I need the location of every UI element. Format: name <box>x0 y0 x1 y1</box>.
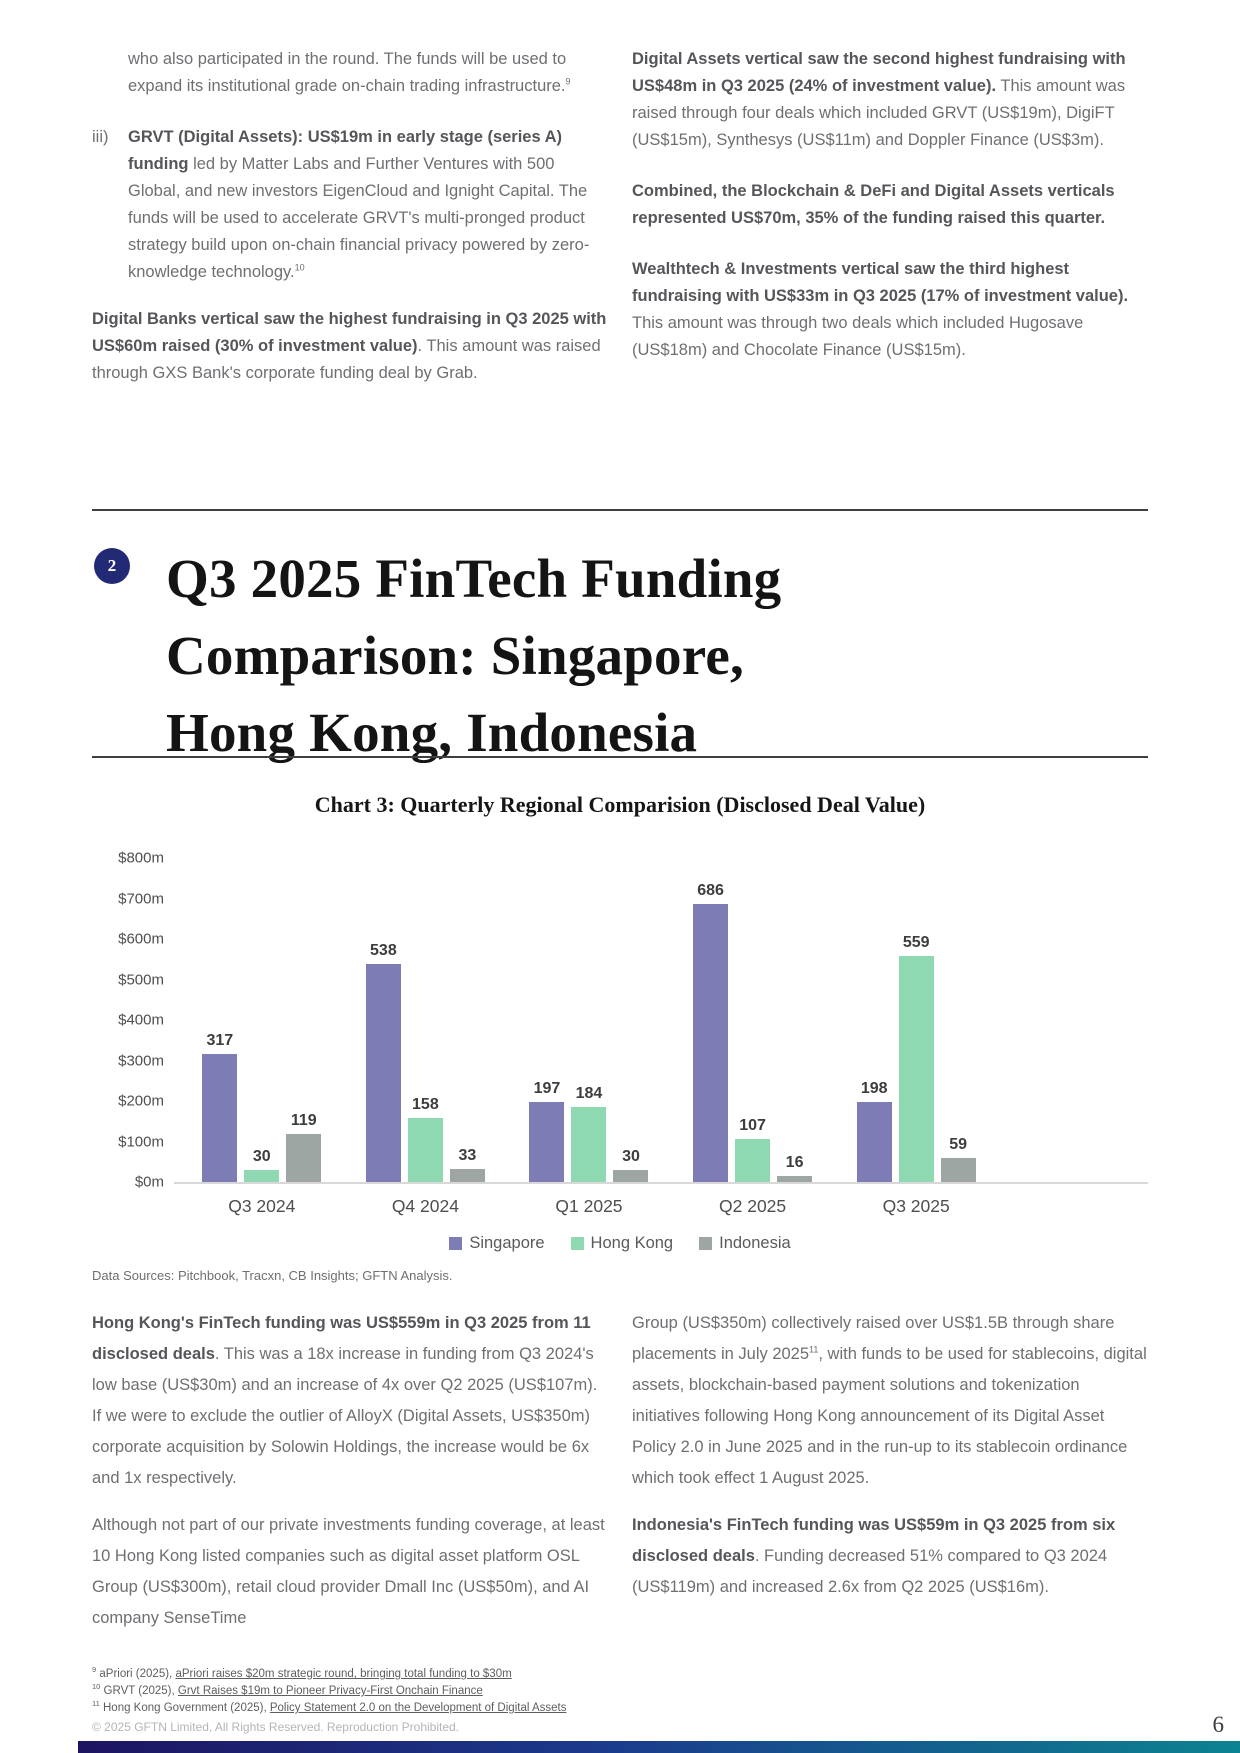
paragraph-text: Although not part of our private investments funding coverage, at least 10 Hong Kong listed companies such as digital asset platform OSL Group (US$300m), retail cloud provider Dmall Inc (US$50m), and AI company SenseTime <box>92 1516 605 1627</box>
bar-hong-kong <box>735 1117 770 1182</box>
chart-y-axis <box>92 849 180 1191</box>
bar-group <box>834 934 998 1182</box>
bar-group <box>671 882 835 1182</box>
legend-swatch <box>449 1237 462 1250</box>
section-divider-bottom <box>92 756 1148 758</box>
bar <box>941 1158 976 1182</box>
top-left-column <box>92 46 608 411</box>
bar-hong-kong <box>899 934 934 1182</box>
bar-value-label: 59 <box>949 1136 968 1153</box>
bar-value-label: 686 <box>697 882 724 899</box>
bar-singapore <box>693 882 728 1182</box>
bar-group <box>344 942 508 1182</box>
section-title <box>166 540 781 771</box>
bar-value-label: 30 <box>622 1148 640 1165</box>
bar <box>693 904 728 1182</box>
chart-legend <box>92 1234 1148 1253</box>
bar <box>366 964 401 1182</box>
bar-hong-kong <box>571 1085 606 1182</box>
list-item-iii <box>92 124 608 286</box>
y-tick-label: $0m <box>134 1173 164 1191</box>
footer-gradient-bar <box>78 1741 1240 1753</box>
footnote-marker: 10 <box>92 1682 101 1692</box>
bar-value-label: 30 <box>252 1148 271 1165</box>
paragraph-text: Group (US$350m) collectively raised over US$1.5B through share placements in July 2025 <box>632 1314 1115 1363</box>
chart-plot <box>180 858 1148 1188</box>
bar-singapore <box>366 942 401 1182</box>
bar <box>286 1134 321 1182</box>
section-divider-top <box>92 509 1148 511</box>
legend-label: Hong Kong <box>590 1234 674 1252</box>
legend-item-singapore <box>449 1234 544 1253</box>
bar-value-label: 158 <box>412 1096 439 1113</box>
footnote-link[interactable]: Policy Statement 2.0 on the Development of Digital Assets <box>269 1702 567 1714</box>
paragraph <box>632 178 1148 232</box>
y-tick-label: $700m <box>118 890 164 907</box>
bar <box>735 1139 770 1182</box>
footnote-marker: 11 <box>92 1699 100 1709</box>
footnote-ref: 10 <box>294 262 305 273</box>
bar <box>408 1118 443 1182</box>
bar <box>777 1176 812 1182</box>
bar <box>857 1102 892 1182</box>
paragraph-text: This amount was through two deals which included Hugosave (US$18m) and Chocolate Finance (US$15m). <box>632 314 1084 359</box>
paragraph <box>632 1308 1148 1494</box>
footnote <box>92 1700 1148 1717</box>
paragraph-bold-text: Combined, the Blockchain & DeFi and Digital Assets verticals represented US$70m, 35% of the funding raised this quarter. <box>632 182 1115 227</box>
y-tick-label: $400m <box>118 1011 164 1029</box>
bar-value-label: 317 <box>206 1032 234 1049</box>
footnote-ref: 11 <box>809 1344 819 1355</box>
paragraph-bold-text: GRVT (Digital Assets): US$19m in early stage (series A) funding <box>128 128 563 173</box>
footnote <box>92 1683 1148 1700</box>
bar <box>571 1107 606 1182</box>
paragraph-text: . Funding decreased 51% compared to Q3 2024 (US$119m) and increased 2.6x from Q2 2025 (US$16m). <box>632 1547 1108 1596</box>
top-text-columns <box>92 46 1148 411</box>
legend-item-hong-kong <box>571 1234 674 1253</box>
section-number-badge: 2 <box>94 548 130 584</box>
y-tick-label: $800m <box>118 849 164 867</box>
bar-singapore <box>202 1032 237 1182</box>
bottom-right-column <box>632 1308 1148 1650</box>
footnote-link[interactable]: Grvt Raises $19m to Pioneer Privacy-First Onchain Finance <box>177 1685 483 1697</box>
bar <box>450 1169 485 1182</box>
chart-baseline <box>174 1182 1148 1184</box>
bar-value-label: 107 <box>739 1117 766 1134</box>
x-axis-label: Q1 2025 <box>555 1196 623 1216</box>
paragraph-bold-text: Digital Banks vertical saw the highest fundraising in Q3 2025 with US$60m raised (30% of investment value) <box>92 310 607 355</box>
bar-value-label: 538 <box>370 942 397 959</box>
paragraph-text: led by Matter Labs and Further Ventures with 500 Global, and new investors EigenCloud and Ignight Capital. The funds will be used to accelerate GRVT's multi-pronged product strategy build upon on-chain financial privacy powered by zero-knowledge technology. <box>128 155 590 281</box>
bar-value-label: 184 <box>575 1085 603 1102</box>
paragraph <box>92 1308 608 1494</box>
list-item-body <box>128 124 608 286</box>
paragraph <box>92 1510 608 1634</box>
legend-label: Singapore <box>469 1234 545 1252</box>
bar <box>613 1170 648 1182</box>
x-axis-label: Q3 2024 <box>228 1196 296 1216</box>
bottom-left-column <box>92 1308 608 1650</box>
bar-value-label: 197 <box>533 1080 561 1097</box>
legend-item-indonesia <box>699 1234 791 1253</box>
bar-value-label: 198 <box>860 1080 888 1097</box>
bar-chart <box>92 849 1148 1191</box>
chart-groups <box>180 858 998 1182</box>
bar-singapore <box>857 1080 892 1182</box>
bottom-text-columns <box>92 1308 1148 1650</box>
bar-indonesia <box>613 1148 648 1182</box>
legend-label: Indonesia <box>719 1234 791 1252</box>
bar <box>899 956 934 1182</box>
bar-group <box>507 1080 671 1182</box>
bar <box>202 1054 237 1182</box>
footnote-marker: 9 <box>92 1665 97 1675</box>
bar <box>529 1102 564 1182</box>
paragraph <box>632 46 1148 154</box>
copyright-notice: © 2025 GFTN Limited, All Rights Reserved. Reproduction Prohibited. <box>92 1720 460 1734</box>
chart-x-labels <box>180 1196 998 1217</box>
paragraph <box>632 256 1148 364</box>
x-axis-label: Q2 2025 <box>719 1196 787 1216</box>
chart-title: Chart 3: Quarterly Regional Comparision (Disclosed Deal Value) <box>314 792 926 817</box>
legend-swatch <box>571 1237 584 1250</box>
y-tick-label: $300m <box>118 1052 164 1069</box>
section-title-line: Hong Kong, Indonesia <box>166 702 698 763</box>
paragraph <box>632 1510 1148 1603</box>
legend-swatch <box>699 1237 712 1250</box>
bar-singapore <box>529 1080 564 1182</box>
paragraph <box>92 46 608 100</box>
paragraph-text: This amount was raised through four deals which included GRVT (US$19m), DigiFT (US$15m), Synthesys (US$11m) and Doppler Finance (US$3m). <box>632 77 1126 149</box>
paragraph-text: . This was a 18x increase in funding from Q3 2024's low base (US$30m) and an increase of 4x over Q2 2025 (US$107m). If we were to exclude the outlier of AlloyX (Digital Assets, US$350m) corporate acquisition by Solowin Holdings, the increase would be 6x and 1x respectively. <box>92 1345 598 1487</box>
footnotes <box>92 1666 1148 1717</box>
paragraph-bold-text: Digital Assets vertical saw the second highest fundraising with US$48m in Q3 2025 (24% of investment value). <box>632 50 1126 95</box>
bar-value-label: 16 <box>785 1154 804 1171</box>
paragraph-text: who also participated in the round. The funds will be used to expand its institutional grade on-chain trading infrastructure. <box>128 50 567 95</box>
paragraph <box>92 306 608 387</box>
bar-value-label: 559 <box>902 934 930 951</box>
page-number: 6 <box>1212 1712 1224 1737</box>
footnote-link[interactable]: aPriori raises $20m strategic round, bringing total funding to $30m <box>175 1668 512 1680</box>
paragraph-bold-text: Wealthtech & Investments vertical saw the third highest fundraising with US$33m in Q3 2025 (17% of investment value). <box>632 260 1129 305</box>
bar <box>244 1170 279 1182</box>
y-tick-label: $100m <box>118 1133 164 1150</box>
paragraph-text: . This amount was raised through GXS Bank's corporate funding deal by Grab. <box>92 337 601 382</box>
list-marker: iii) <box>92 128 109 146</box>
footnote-source: Hong Kong Government (2025), <box>103 1702 270 1714</box>
top-right-column <box>632 46 1148 411</box>
bar-value-label: 119 <box>290 1112 317 1129</box>
footnote-ref: 9 <box>565 76 571 87</box>
bar-hong-kong <box>408 1096 443 1182</box>
footnote-source: aPriori (2025), <box>99 1668 176 1680</box>
section-title-line: Comparison: Singapore, <box>166 625 744 686</box>
footnote <box>92 1666 1148 1683</box>
bar-indonesia <box>286 1112 321 1182</box>
chart-data-sources: Data Sources: Pitchbook, Tracxn, CB Insights; GFTN Analysis. <box>92 1268 453 1283</box>
bar-hong-kong <box>244 1148 279 1182</box>
section-header <box>92 540 1148 771</box>
bar-indonesia <box>777 1154 812 1182</box>
bar-indonesia <box>450 1147 485 1182</box>
y-tick-label: $200m <box>118 1092 164 1110</box>
footnote-source: GRVT (2025), <box>103 1685 178 1697</box>
section-title-line: Q3 2025 FinTech Funding <box>166 548 782 609</box>
paragraph-bold-text: Indonesia's FinTech funding was US$59m in Q3 2025 from six disclosed deals <box>632 1516 1116 1565</box>
paragraph-bold-text: Hong Kong's FinTech funding was US$559m in Q3 2025 from 11 disclosed deals <box>92 1314 591 1363</box>
y-tick-label: $600m <box>118 930 164 948</box>
bar-value-label: 33 <box>458 1147 477 1164</box>
x-axis-label: Q3 2025 <box>882 1196 950 1216</box>
bar-group <box>180 1032 344 1182</box>
y-tick-label: $500m <box>118 971 164 988</box>
bar-indonesia <box>941 1136 976 1182</box>
x-axis-label: Q4 2024 <box>391 1196 459 1216</box>
paragraph-text: , with funds to be used for stablecoins, digital assets, blockchain-based payment solutions and tokenization initiatives following Hong Kong announcement of its Digital Asset Policy 2.0 in June 2025 and in the run-up to its stablecoin ordinance which took effect 1 August 2025. <box>632 1345 1147 1487</box>
